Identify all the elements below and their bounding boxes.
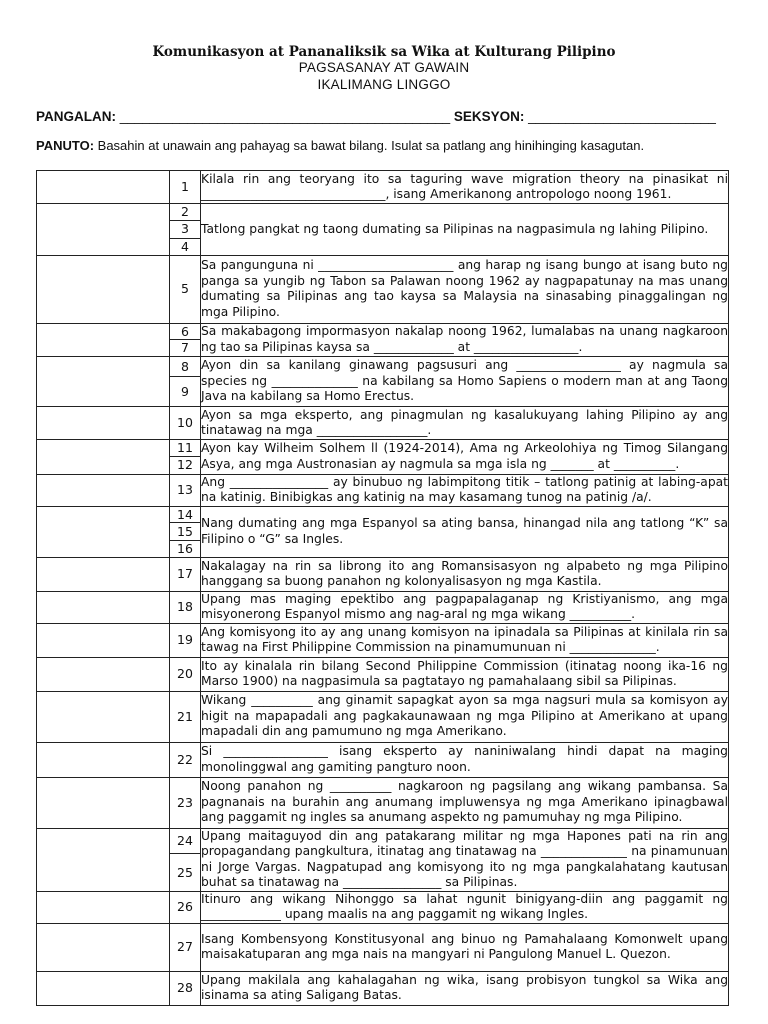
item-number: 21: [170, 691, 201, 742]
question-row: [37, 323, 729, 340]
instructions: [36, 138, 736, 153]
item-number: 11: [170, 440, 201, 457]
instructions-text: Basahin at unawain ang pahayag sa bawat bilang. Isulat sa patlang ang hinihinging kasagutan.: [97, 138, 645, 153]
item-number: 7: [170, 340, 201, 357]
question-text: Tatlong pangkat ng taong dumating sa Pilipinas na nagpasimula ng lahing Pilipino.: [201, 204, 729, 256]
answer-cell[interactable]: [37, 357, 170, 407]
answer-cell[interactable]: [37, 923, 170, 971]
document-week: IKALIMANG LINGGO: [317, 77, 451, 92]
answer-cell[interactable]: [37, 407, 170, 440]
question-row: [37, 357, 729, 377]
question-text: Ang komisyong ito ay ang unang komisyon na ipinadala sa Pilipinas at kinilala rin sa tawag na First Philippine Commission na pinamumunuan ni ______________.: [201, 623, 729, 657]
answer-cell[interactable]: [37, 657, 170, 691]
answer-cell[interactable]: [37, 828, 170, 891]
question-row: [37, 407, 729, 440]
answer-cell[interactable]: [37, 323, 170, 357]
question-row: [37, 171, 729, 204]
item-number: 1: [170, 171, 201, 204]
item-number: 18: [170, 591, 201, 623]
student-info-row: [36, 109, 736, 124]
section-label: SEKSYON:: [453, 109, 525, 124]
answer-cell[interactable]: [37, 623, 170, 657]
item-number: 28: [170, 971, 201, 1005]
item-number: 19: [170, 623, 201, 657]
item-number: 4: [170, 238, 201, 255]
question-row: [37, 923, 729, 971]
item-number: 14: [170, 506, 201, 523]
answer-cell[interactable]: [37, 440, 170, 475]
question-text: Nang dumating ang mga Espanyol sa ating bansa, hinangad nila ang tatlong “K” sa Filipino o “G” sa Ingles.: [201, 506, 729, 557]
item-number: 27: [170, 923, 201, 971]
answer-cell[interactable]: [37, 171, 170, 204]
answer-cell[interactable]: [37, 557, 170, 591]
question-text: Si _________________ isang eksperto ay naniniwalang hindi dapat na maging monolinggwal ang gamiting pangturo noon.: [201, 742, 729, 777]
questions-table: [36, 170, 729, 1006]
answer-cell[interactable]: [37, 506, 170, 557]
item-number: 6: [170, 323, 201, 340]
answer-cell[interactable]: [37, 591, 170, 623]
name-field[interactable]: ____________________________________________: [119, 109, 451, 124]
question-row: [37, 255, 729, 323]
item-number: 9: [170, 377, 201, 407]
section-field[interactable]: _________________________: [528, 109, 716, 124]
answer-cell[interactable]: [37, 691, 170, 742]
question-text: Ayon sa mga eksperto, ang pinagmulan ng kasalukuyang lahing Pilipino ay ang tinatawag na mga __________________.: [201, 407, 729, 440]
question-text: Sa makabagong impormasyon nakalap noong 1962, lumalabas na unang nagkaroon ng tao sa Pilipinas kaysa sa _____________ at _________________.: [201, 323, 729, 357]
question-row: [37, 828, 729, 854]
question-row: [37, 777, 729, 828]
answer-cell[interactable]: [37, 971, 170, 1005]
item-number: 25: [170, 854, 201, 891]
question-text: Kilala rin ang teoryang ito sa taguring wave migration theory na pinasikat ni ______________________________, isang Amerikanong antropologo noong 1961.: [201, 171, 729, 204]
question-row: [37, 440, 729, 457]
question-text: Isang Kombensyong Konstitusyonal ang binuo ng Pamahalaang Komonwelt upang maisakatuparan ang mga nais na mangyari ni Pangulong Manuel L. Quezon.: [201, 923, 729, 971]
question-text: Noong panahon ng __________ nagkaroon ng pagsilang ang wikang pambansa. Sa pagnanais na burahin ang anumang impluwensya ng mga Amerikano ipinagbawal ang paggamit ng ingles sa anumang aspekto ng pamumuhay ng mga Pilipino.: [201, 777, 729, 828]
answer-cell[interactable]: [37, 777, 170, 828]
item-number: 12: [170, 456, 201, 474]
question-row: [37, 971, 729, 1005]
name-label: PANGALAN:: [36, 109, 116, 124]
item-number: 22: [170, 742, 201, 777]
question-text: Ayon kay Wilheim Solhem ll (1924-2014), Ama ng Arkeolohiya ng Timog Silangang Asya, ang mga Austronasian ay nagmula sa mga isla ng _______ at __________.: [201, 440, 729, 475]
question-text: Ayon din sa kanilang ginawang pagsusuri ang _________________ ay nagmula sa species ng ______________ na kabilang sa Homo Sapiens o modern man at ang Taong Java na kabilang sa Homo Erectus.: [201, 357, 729, 407]
answer-cell[interactable]: [37, 891, 170, 923]
question-text: Upang mas maging epektibo ang pagpapalaganap ng Kristiyanismo, ang mga misyonerong Espanyol mismo ang nag-aral ng mga wikang __________.: [201, 591, 728, 621]
question-row: [37, 742, 729, 777]
item-number: 15: [170, 523, 201, 541]
question-row: [37, 474, 729, 506]
question-text: Upang makilala ang kahalagahan ng wika, isang probisyon tungkol sa Wika ang isinama sa ating Saligang Batas.: [201, 971, 729, 1005]
item-number: 26: [170, 891, 201, 923]
item-number: 17: [170, 557, 201, 591]
question-text: Nakalagay na rin sa librong ito ang Romansisasyon ng alpabeto ng mga Pilipino hanggang sa buong panahon ng kolonyalisasyon ng mga Kastila.: [201, 557, 729, 591]
item-number: 2: [170, 204, 201, 221]
item-number: 24: [170, 828, 201, 854]
item-number: 5: [170, 255, 201, 323]
question-row: [37, 506, 729, 523]
item-number: 8: [170, 357, 201, 377]
answer-cell[interactable]: [37, 742, 170, 777]
question-text: Ang ________________ ay binubuo ng labimpitong titik – tatlong patinig at labing-apat na katinig. Binibigkas ang katinig na may kasamang tunog na patinig /a/.: [201, 474, 728, 504]
answer-cell[interactable]: [37, 255, 170, 323]
answer-cell[interactable]: [37, 204, 170, 256]
question-text: Ito ay kinalala rin bilang Second Philippine Commission (itinatag noong ika-16 ng Marso 1900) na nagpasimula sa pagtatayo ng pamahalaang sibil sa Pilipinas.: [201, 657, 729, 691]
question-row: [37, 204, 729, 221]
item-number: 16: [170, 541, 201, 558]
question-row: [37, 591, 729, 623]
question-text: Upang maitaguyod din ang patakarang militar ng mga Hapones pati na rin ang propagandang pangkultura, itinatag ang tinatawag na ______________ na pinamunuan ni Jorge Vargas. Nagpatupad ang komisyong ito ng mga pangkalahatang kautusan buhat sa tinatawag na ________________ sa Pilipinas.: [201, 828, 728, 889]
answer-cell[interactable]: [37, 474, 170, 506]
question-text: Wikang __________ ang ginamit sapagkat ayon sa mga nagsuri mula sa komisyon ay higit na mapapadali ang pagkakaunawaan ng mga Pilipino at Amerikano at upang mapadali din ang pamumuno ng mga Amerikano.: [201, 691, 729, 742]
question-text: Sa pangunguna ni ______________________ ang harap ng isang bungo at isang buto ng panga sa yungib ng Tabon sa Palawan noong 1962 ay nagpapatunay na mas unang dumating sa Pilipinas ang tao kaysa sa Malaysia na sinasabing pinaggalingan ng mga Pilipino.: [201, 255, 729, 323]
question-text: Itinuro ang wikang Nihonggo sa lahat ngunit binigyang-diin ang paggamit ng _____________ upang maalis na ang paggamit ng wikang Ingles.: [201, 891, 728, 921]
item-number: 10: [170, 407, 201, 440]
item-number: 3: [170, 220, 201, 238]
item-number: 20: [170, 657, 201, 691]
document-title: Komunikasyon at Pananaliksik sa Wika at Kulturang Pilipino: [152, 44, 616, 60]
document-subtitle: PAGSASANAY AT GAWAIN: [298, 60, 470, 75]
question-row: [37, 891, 729, 923]
question-row: [37, 691, 729, 742]
instructions-label: PANUTO:: [36, 138, 95, 153]
item-number: 23: [170, 777, 201, 828]
question-row: [37, 657, 729, 691]
question-row: [37, 557, 729, 591]
item-number: 13: [170, 474, 201, 506]
question-row: [37, 623, 729, 657]
